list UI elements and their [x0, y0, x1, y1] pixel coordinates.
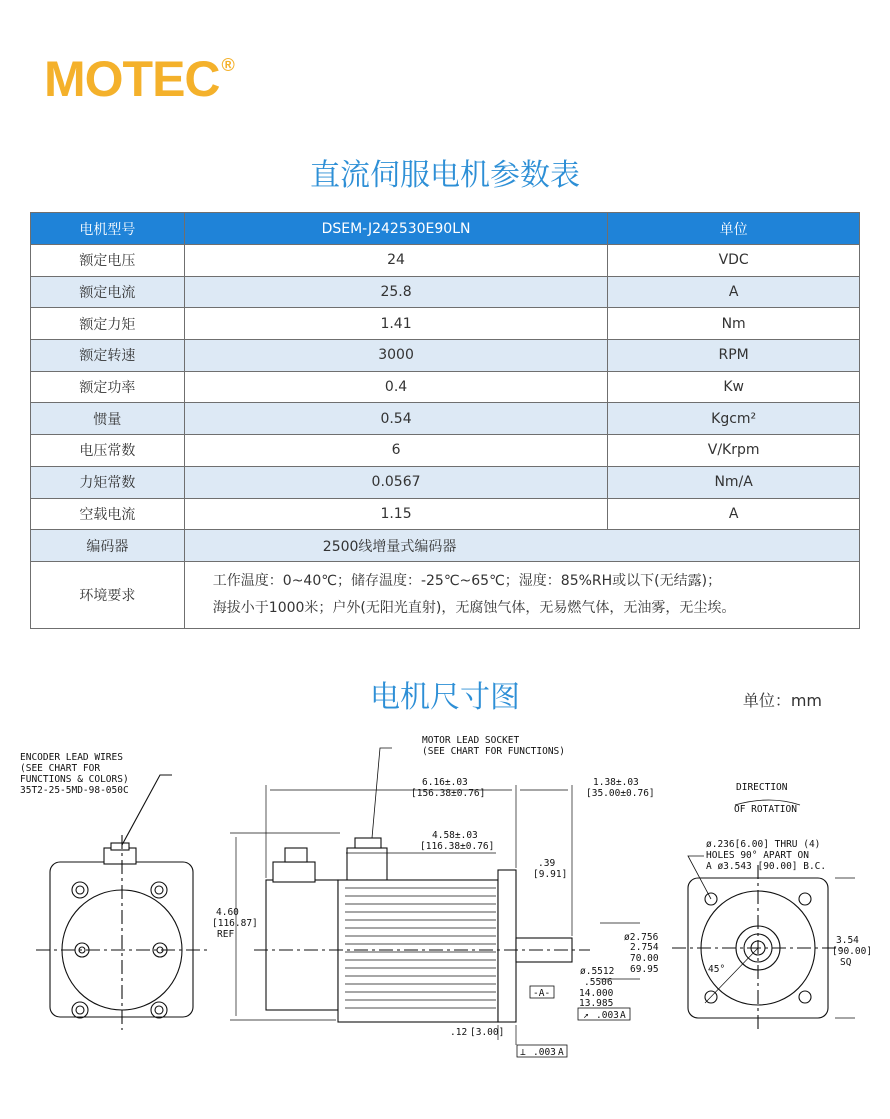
table-row [31, 498, 860, 530]
encoder-lead-line-4: 35T2-25-5MD-98-050C [20, 785, 129, 796]
dim-2754: 2.754 [630, 942, 659, 953]
dimension-title: 电机尺寸图 [370, 680, 520, 715]
dim-39: .39 [538, 858, 556, 869]
tol-1-value: .003 [596, 1010, 619, 1021]
table-row [31, 276, 860, 308]
dim-12-mm: [3.00] [470, 1027, 505, 1038]
spec-table [30, 212, 860, 629]
environment-line-2: 海拔小于1000米；户外(无阳光直射)，无腐蚀气体，无易燃气体，无油雾，无尘埃。 [212, 599, 736, 616]
param-value: 0.54 [184, 403, 608, 435]
param-unit: VDC [608, 245, 860, 277]
param-unit: A [608, 276, 860, 308]
table-header-row [31, 213, 860, 245]
param-unit: Kw [608, 371, 860, 403]
angle-label: 45° [708, 964, 726, 975]
environment-row [31, 561, 860, 628]
motor-lead-line-2: (SEE CHART FOR FUNCTIONS) [422, 746, 565, 757]
dim-14000: 14.000 [579, 988, 614, 999]
param-value: 0.0567 [184, 466, 608, 498]
encoder-lead-line-1: ENCODER LEAD WIRES [20, 752, 123, 763]
param-name: 额定电流 [31, 276, 185, 308]
brand-logo [44, 51, 234, 107]
param-value: 3000 [184, 340, 608, 372]
tol-2-symbol: ⊥ [520, 1047, 526, 1058]
param-name: 额定电压 [31, 245, 185, 277]
tol-1-symbol: ↗ [583, 1010, 589, 1021]
tol-2-value: .003 [533, 1047, 556, 1058]
motor-lead-line-1: MOTOR LEAD SOCKET [422, 735, 520, 746]
dimension-unit: 单位：mm [742, 691, 822, 710]
dim-2756: ø2.756 [624, 932, 659, 943]
front-view [672, 800, 855, 1030]
table-row [31, 245, 860, 277]
param-name: 额定转速 [31, 340, 185, 372]
registered-mark: ® [221, 55, 234, 75]
param-value: 1.15 [184, 498, 608, 530]
table-row [31, 371, 860, 403]
param-value: 1.41 [184, 308, 608, 340]
dim-354-sq: SQ [840, 957, 852, 968]
environment-label: 环境要求 [31, 561, 185, 628]
encoder-value: 2500线增量式编码器 [184, 530, 859, 562]
dim-354: 3.54 [836, 935, 859, 946]
direction-line-2: OF ROTATION [734, 804, 797, 815]
header-model-value: DSEM-J242530E90LN [184, 213, 608, 245]
param-unit: A [608, 498, 860, 530]
dim-354-mm: [90.00] [832, 946, 873, 957]
dim-12: .12 [450, 1027, 468, 1038]
table-row [31, 340, 860, 372]
param-name: 额定力矩 [31, 308, 185, 340]
dim-138: 1.38±.03 [593, 777, 639, 788]
param-name: 惯量 [31, 403, 185, 435]
brand-name: MOTEC [44, 51, 220, 107]
table-row [31, 435, 860, 467]
motor-dimension-drawing [0, 730, 890, 1119]
param-unit: RPM [608, 340, 860, 372]
table-row [31, 403, 860, 435]
param-unit: Nm/A [608, 466, 860, 498]
dim-616-mm: [156.38±0.76] [411, 788, 486, 799]
encoder-lead-line-2: (SEE CHART FOR [20, 763, 101, 774]
param-unit: V/Krpm [608, 435, 860, 467]
tol-2-ref: A [558, 1047, 564, 1058]
dim-458: 4.58±.03 [432, 830, 478, 841]
param-value: 25.8 [184, 276, 608, 308]
param-name: 力矩常数 [31, 466, 185, 498]
dim-460-mm: [116.87] [212, 918, 258, 929]
encoder-row [31, 530, 860, 562]
table-row [31, 308, 860, 340]
param-unit: Kgcm² [608, 403, 860, 435]
dim-5506: .5506 [584, 977, 613, 988]
holes-line-3: A ø3.543 [90.00] B.C. [706, 861, 827, 872]
header-unit: 单位 [608, 213, 860, 245]
param-name: 额定功率 [31, 371, 185, 403]
direction-line-1: DIRECTION [736, 782, 788, 793]
tol-1-ref: A [620, 1010, 626, 1021]
param-value: 24 [184, 245, 608, 277]
dim-458-mm: [116.38±0.76] [420, 841, 495, 852]
encoder-label: 编码器 [31, 530, 185, 562]
environment-line-1: 工作温度：0~40℃；储存温度：-25℃~65℃；湿度：85%RH或以下(无结露)； [212, 572, 722, 589]
spec-title: 直流伺服电机参数表 [310, 158, 580, 193]
table-row [31, 466, 860, 498]
dim-138-mm: [35.00±0.76] [586, 788, 655, 799]
encoder-lead-line-3: FUNCTIONS & COLORS) [20, 774, 129, 785]
dim-460: 4.60 [216, 907, 239, 918]
param-name: 电压常数 [31, 435, 185, 467]
header-model-label: 电机型号 [31, 213, 185, 245]
dim-5512: ø.5512 [580, 966, 615, 977]
holes-line-2: HOLES 90° APART ON [706, 850, 809, 861]
datum-a: -A- [533, 988, 551, 999]
param-value: 6 [184, 435, 608, 467]
dim-460-ref: REF [217, 929, 235, 940]
param-name: 空载电流 [31, 498, 185, 530]
param-unit: Nm [608, 308, 860, 340]
dim-616: 6.16±.03 [422, 777, 468, 788]
rear-view [36, 775, 208, 1030]
environment-value [184, 561, 859, 628]
dim-13985: 13.985 [579, 998, 614, 1009]
dim-7000: 70.00 [630, 953, 659, 964]
holes-line-1: ø.236[6.00] THRU (4) [706, 839, 821, 850]
dim-39-mm: [9.91] [533, 869, 568, 880]
param-value: 0.4 [184, 371, 608, 403]
dim-6995: 69.95 [630, 964, 659, 975]
